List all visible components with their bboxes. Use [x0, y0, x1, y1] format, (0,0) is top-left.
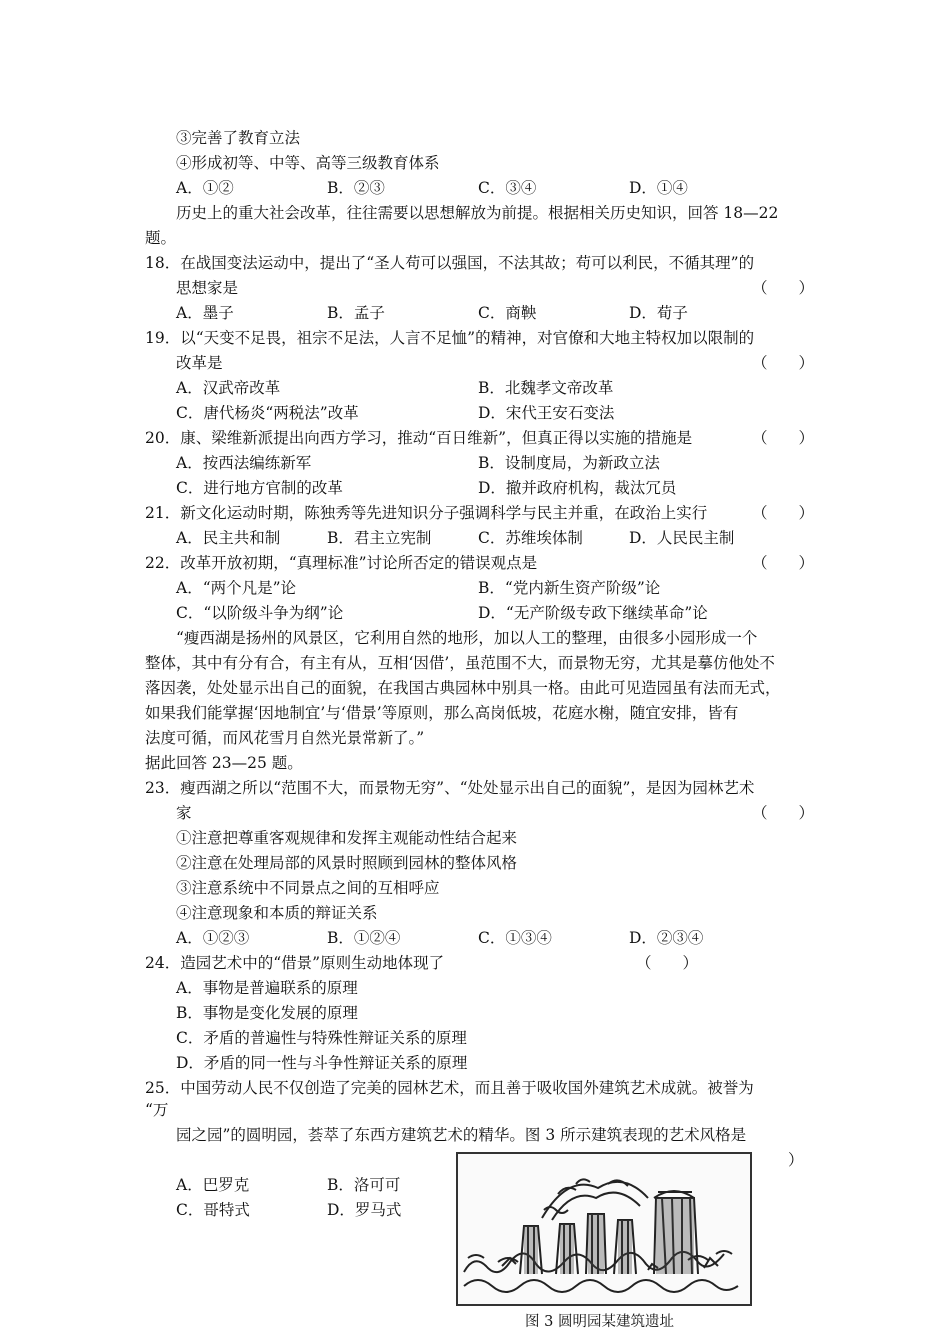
q24-option-a: A．事物是普遍联系的原理: [176, 979, 358, 997]
q18-option-b: B．孟子: [327, 304, 385, 322]
q19-option-b: B．北魏孝文帝改革: [478, 379, 614, 397]
q19-answer-paren: （ ）: [752, 354, 815, 372]
q21-option-c: C．苏维埃体制: [478, 529, 583, 547]
q19-stem: 19．以“天变不足畏，祖宗不足法，人言不足恤”的精神，对官僚和大地主特权加以限制的: [145, 329, 755, 347]
intro-18-22-line1: 历史上的重大社会改革，往往需要以思想解放为前提。根据相关历史知识，回答 18—22: [176, 204, 779, 222]
q21-option-a: A．民主共和制: [176, 529, 281, 547]
q24-option-c: C．矛盾的普遍性与特殊性辩证关系的原理: [176, 1029, 467, 1047]
q18-option-c: C．商鞅: [478, 304, 537, 322]
q22-option-d: D．“无产阶级专政下继续革命”论: [478, 604, 708, 622]
q23-option-d: D．②③④: [629, 929, 704, 947]
ruins-sketch-image: [458, 1154, 750, 1304]
q25-option-d: D．罗马式: [327, 1201, 402, 1219]
q24-option-d: D．矛盾的同一性与斗争性辩证关系的原理: [176, 1054, 468, 1072]
q24-stem: 24．造园艺术中的“借景”原则生动地体现了: [145, 954, 445, 972]
q21-option-b: B．君主立宪制: [327, 529, 432, 547]
q21-answer-paren: （ ）: [752, 504, 815, 522]
q19-option-c: C．唐代杨炎“两税法”改革: [176, 404, 359, 422]
q19-stem-cont: 改革是: [176, 354, 223, 372]
q25-answer-paren: ）: [788, 1151, 804, 1169]
intro-18-22-line2: 题。: [145, 229, 177, 247]
q20-option-d: D．撤并政府机构，裁汰冗员: [478, 479, 677, 497]
q18-stem-cont: 思想家是: [176, 279, 239, 297]
q17-option-d: D．①④: [629, 179, 688, 197]
q18-stem: 18．在战国变法运动中，提出了“圣人苟可以强国，不法其故；苟可以利民，不循其理”的: [145, 254, 755, 272]
q23-stem: 23．瘦西湖之所以“范围不大，而景物无穷”、“处处显示出自己的面貌”，是因为园林艺术: [145, 779, 755, 797]
passage-line-2: 整体，其中有分有合，有主有从，互相‘因借’，虽范围不大，而景物无穷，尤其是摹仿他处不: [145, 654, 775, 672]
passage-line-4: 如果我们能掌握‘因地制宜’与‘借景’等原则，那么高岗低坡，花庭水榭，随宜安排，皆有: [145, 704, 739, 722]
q17-item-3: ③完善了教育立法: [176, 129, 301, 147]
passage-line-5: 法度可循，而风花雪月自然光景常新了。”: [145, 729, 425, 747]
q18-option-d: D．荀子: [629, 304, 688, 322]
q22-option-c: C．“以阶级斗争为纲”论: [176, 604, 344, 622]
passage-line-3: 落因袭，处处显示出自己的面貌，在我国古典园林中别具一格。由此可见造园虽有法而无式，: [145, 679, 781, 697]
q23-item-4: ④注意现象和本质的辩证关系: [176, 904, 378, 922]
q18-option-a: A．墨子: [176, 304, 234, 322]
q20-stem: 20．康、梁维新派提出向西方学习，推动“百日维新”，但真正得以实施的措施是: [145, 429, 693, 447]
q17-item-4: ④形成初等、中等、高等三级教育体系: [176, 154, 440, 172]
q22-option-a: A．“两个凡是”论: [176, 579, 297, 597]
passage-instruction: 据此回答 23—25 题。: [145, 754, 303, 772]
q22-option-b: B．“党内新生资产阶级”论: [478, 579, 661, 597]
q23-answer-paren: （ ）: [752, 804, 815, 822]
q22-answer-paren: （ ）: [752, 554, 815, 572]
q23-option-b: B．①②④: [327, 929, 401, 947]
q20-option-a: A．按西法编练新军: [176, 454, 312, 472]
q25-option-a: A．巴罗克: [176, 1176, 250, 1194]
q21-option-d: D．人民民主制: [629, 529, 735, 547]
q20-option-c: C．进行地方官制的改革: [176, 479, 343, 497]
q23-option-a: A．①②③: [176, 929, 250, 947]
q24-answer-paren: （ ）: [636, 954, 699, 972]
q25-stem-cont: 园之园”的圆明园，荟萃了东西方建筑艺术的精华。图 3 所示建筑表现的艺术风格是: [176, 1126, 747, 1144]
q25-stem-wrap: “万: [145, 1101, 169, 1119]
q19-option-d: D．宋代王安石变法: [478, 404, 615, 422]
yuanmingyuan-ruins-figure: [456, 1152, 752, 1306]
q17-option-b: B．②③: [327, 179, 385, 197]
figure-caption: 图 3 圆明园某建筑遗址: [525, 1314, 674, 1330]
q20-answer-paren: （ ）: [752, 429, 815, 447]
q19-option-a: A．汉武帝改革: [176, 379, 281, 397]
q20-option-b: B．设制度局，为新政立法: [478, 454, 660, 472]
q25-option-b: B．洛可可: [327, 1176, 401, 1194]
q22-stem: 22．改革开放初期，“真理标准”讨论所否定的错误观点是: [145, 554, 538, 572]
q17-option-a: A．①②: [176, 179, 234, 197]
q21-stem: 21．新文化运动时期，陈独秀等先进知识分子强调科学与民主并重，在政治上实行: [145, 504, 708, 522]
q25-option-c: C．哥特式: [176, 1201, 250, 1219]
q23-stem-cont: 家: [176, 804, 192, 822]
q24-option-b: B．事物是变化发展的原理: [176, 1004, 358, 1022]
q23-item-3: ③注意系统中不同景点之间的互相呼应: [176, 879, 440, 897]
q18-answer-paren: （ ）: [752, 279, 815, 297]
q23-option-c: C．①③④: [478, 929, 552, 947]
q23-item-2: ②注意在处理局部的风景时照顾到园林的整体风格: [176, 854, 518, 872]
q25-stem: 25．中国劳动人民不仅创造了完美的园林艺术，而且善于吸收国外建筑艺术成就。被誉为: [145, 1079, 754, 1097]
passage-line-1: “瘦西湖是扬州的风景区，它利用自然的地形，加以人工的整理，由很多小园形成一个: [176, 629, 758, 647]
q17-option-c: C．③④: [478, 179, 537, 197]
q23-item-1: ①注意把尊重客观规律和发挥主观能动性结合起来: [176, 829, 518, 847]
